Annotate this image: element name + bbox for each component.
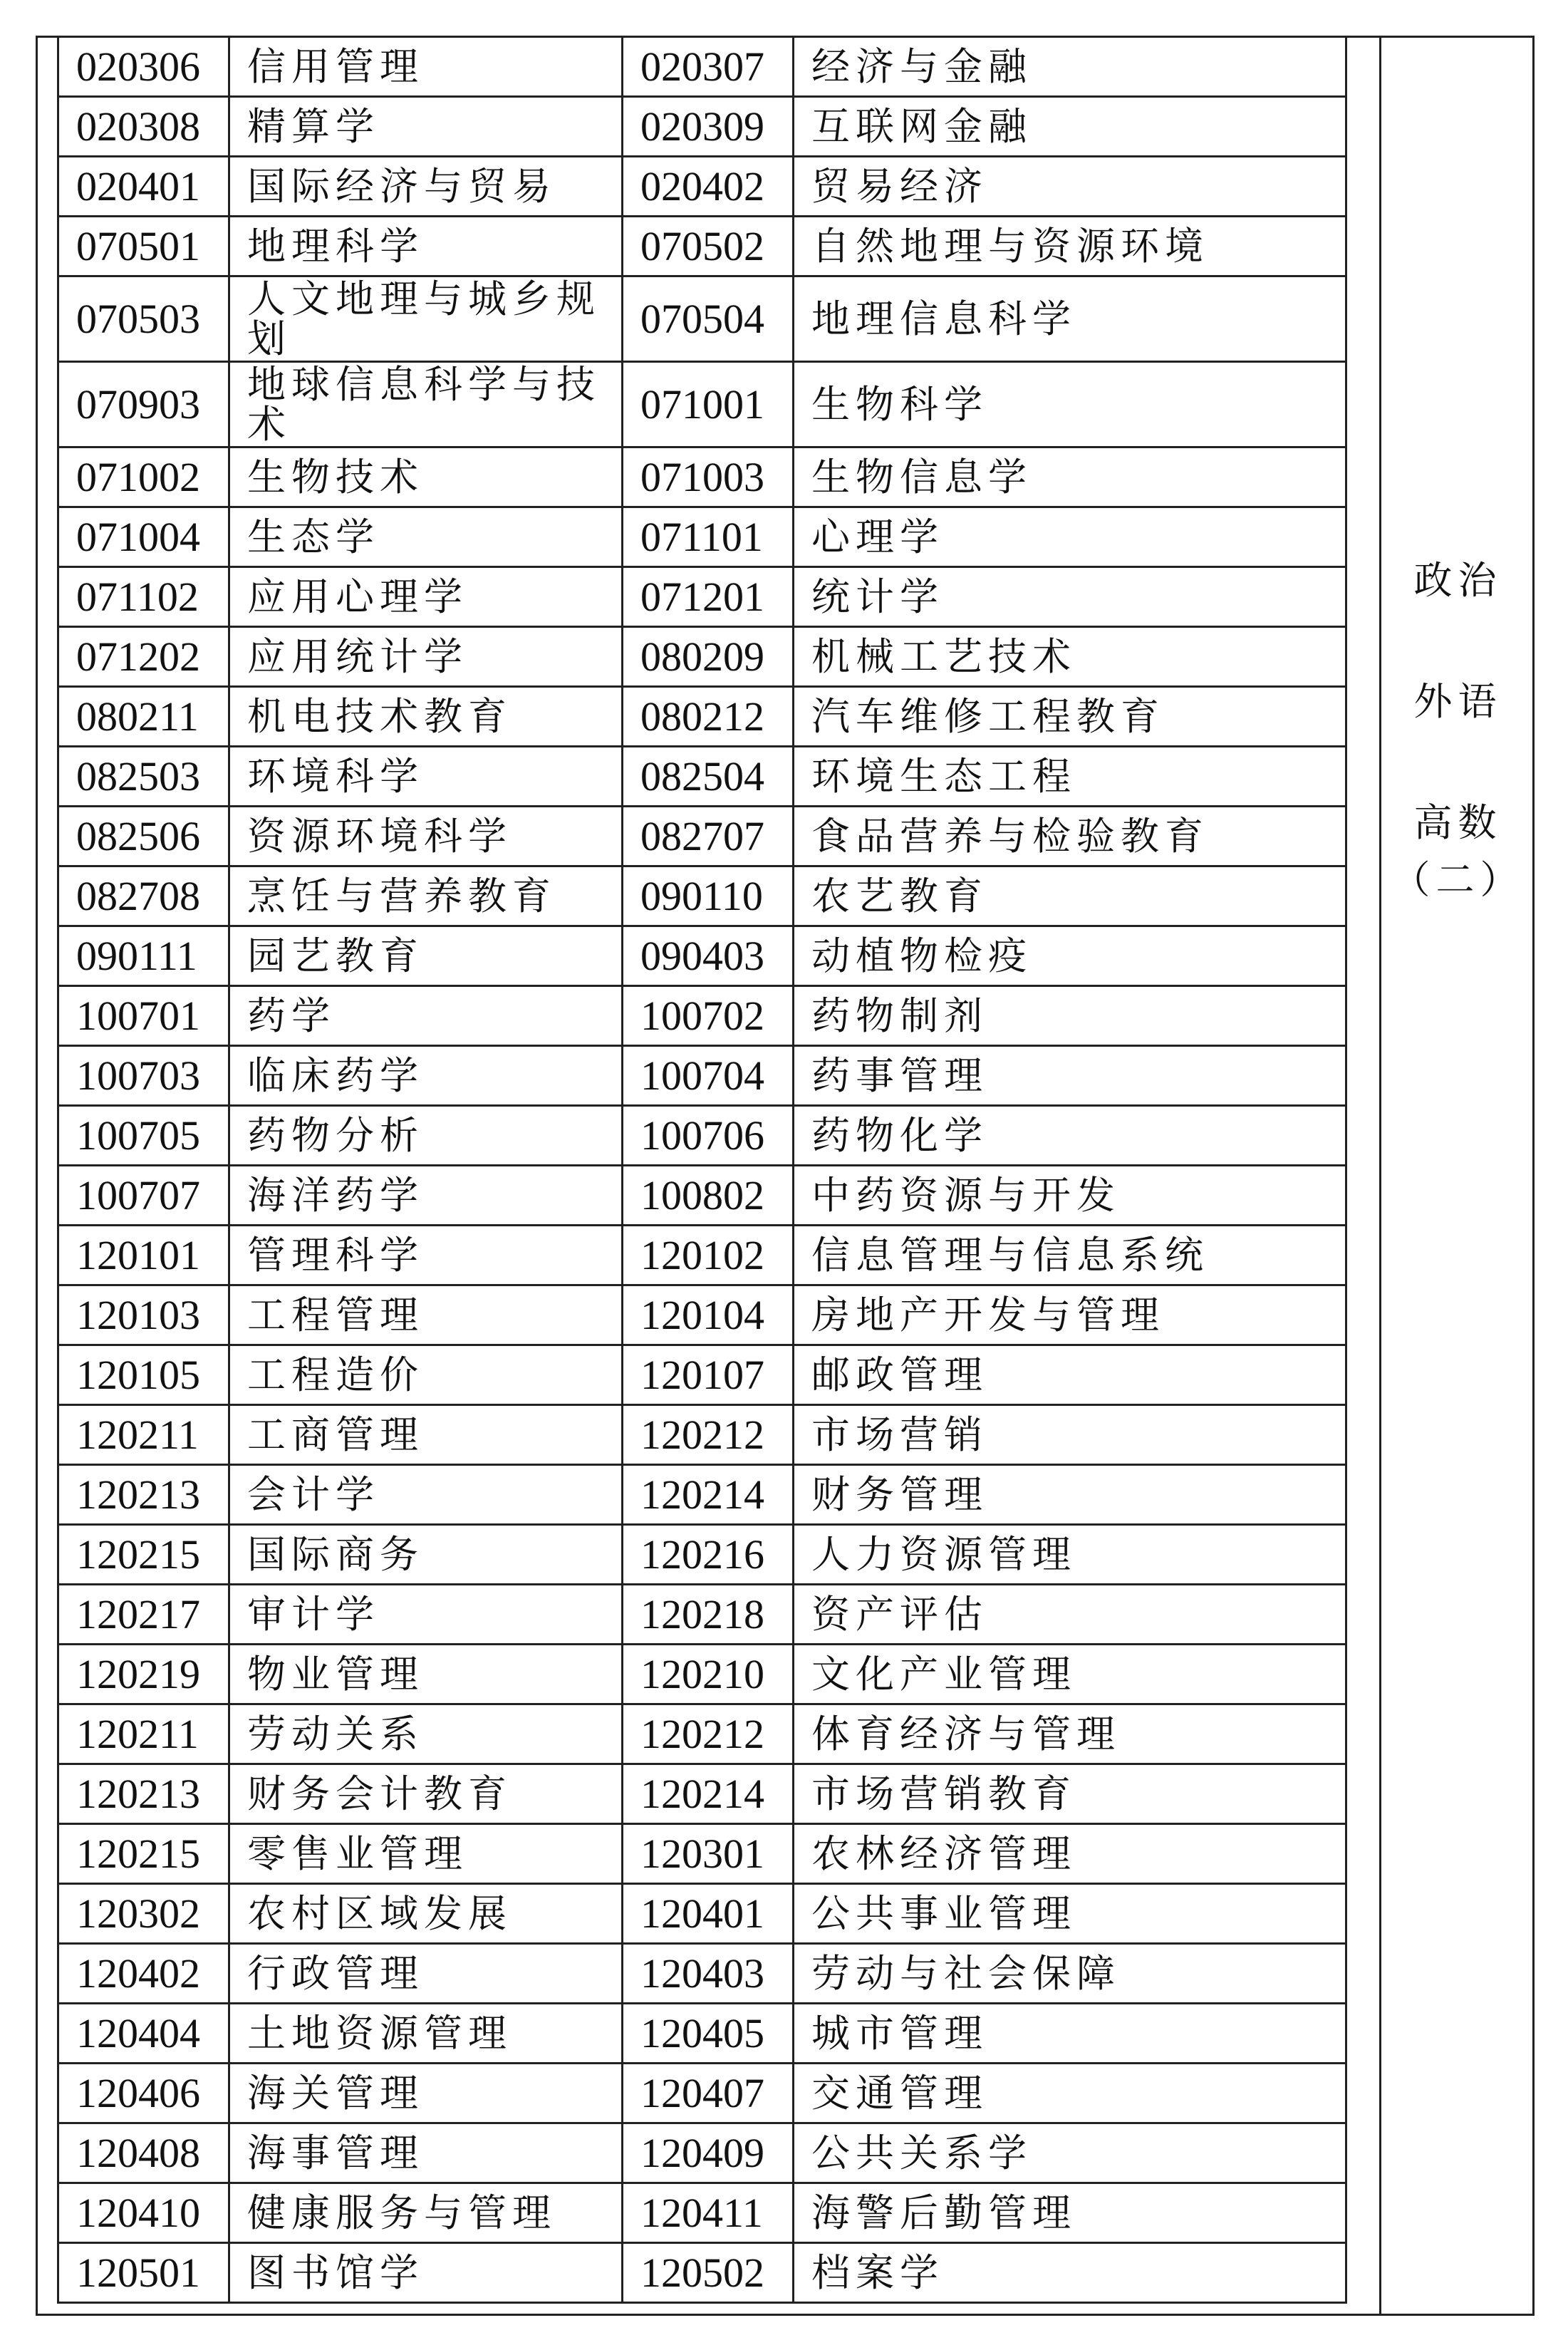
table-row [58, 1525, 1346, 1585]
table-row [58, 687, 1346, 747]
major-code: 080209 [623, 627, 794, 687]
subject-politics: 政治 [1413, 558, 1502, 603]
major-name: 贸易经济 [794, 157, 1346, 217]
major-code: 080211 [58, 687, 229, 747]
major-code: 090403 [623, 926, 794, 986]
major-name: 邮政管理 [794, 1345, 1346, 1405]
table-row [58, 1046, 1346, 1106]
major-name: 药事管理 [794, 1046, 1346, 1106]
major-code: 071101 [623, 507, 794, 567]
table-row [58, 217, 1346, 276]
major-name: 人文地理与城乡规划 [229, 276, 623, 362]
major-code: 120214 [623, 1764, 794, 1824]
major-code: 120411 [623, 2183, 794, 2243]
major-name: 信用管理 [229, 37, 623, 97]
major-name: 会计学 [229, 1465, 623, 1525]
major-code: 120105 [58, 1345, 229, 1405]
major-code: 120212 [623, 1405, 794, 1465]
major-name: 行政管理 [229, 1944, 623, 2004]
major-code: 100706 [623, 1106, 794, 1166]
major-name: 农村区域发展 [229, 1884, 623, 1944]
major-name: 园艺教育 [229, 926, 623, 986]
major-code: 120216 [623, 1525, 794, 1585]
major-code: 120213 [58, 1764, 229, 1824]
major-code: 071001 [623, 362, 794, 447]
major-code: 100707 [58, 1166, 229, 1226]
major-code: 120408 [58, 2123, 229, 2183]
major-name: 动植物检疫 [794, 926, 1346, 986]
major-code: 100702 [623, 986, 794, 1046]
major-code: 120213 [58, 1465, 229, 1525]
major-name: 海警后勤管理 [794, 2183, 1346, 2243]
major-code: 071003 [623, 447, 794, 507]
major-code: 120404 [58, 2004, 229, 2064]
table-row [58, 1884, 1346, 1944]
major-name: 地理科学 [229, 217, 623, 276]
major-name: 体育经济与管理 [794, 1704, 1346, 1764]
major-name: 资源环境科学 [229, 807, 623, 866]
major-code: 100705 [58, 1106, 229, 1166]
table-row [58, 1465, 1346, 1525]
major-table-body [58, 37, 1346, 2303]
major-code: 120301 [623, 1824, 794, 1884]
major-code: 120211 [58, 1405, 229, 1465]
major-code: 120214 [623, 1465, 794, 1525]
major-code: 070502 [623, 217, 794, 276]
major-code: 020306 [58, 37, 229, 97]
major-name: 海事管理 [229, 2123, 623, 2183]
table-row [58, 986, 1346, 1046]
table-row [58, 1106, 1346, 1166]
major-name: 劳动关系 [229, 1704, 623, 1764]
major-name: 城市管理 [794, 2004, 1346, 2064]
table-row [58, 866, 1346, 926]
major-name: 农艺教育 [794, 866, 1346, 926]
major-code: 070503 [58, 276, 229, 362]
major-code: 120212 [623, 1704, 794, 1764]
major-name: 经济与金融 [794, 37, 1346, 97]
major-code: 120502 [623, 2243, 794, 2303]
table-row [58, 1944, 1346, 2004]
table-row [58, 2183, 1346, 2243]
major-code: 120104 [623, 1285, 794, 1345]
table-row [58, 97, 1346, 157]
major-name: 统计学 [794, 567, 1346, 627]
major-code: 120409 [623, 2123, 794, 2183]
major-code: 082707 [623, 807, 794, 866]
major-name: 地球信息科学与技术 [229, 362, 623, 447]
major-code: 020307 [623, 37, 794, 97]
major-code: 120215 [58, 1525, 229, 1585]
exam-subjects-cell [1379, 36, 1535, 2316]
major-name: 管理科学 [229, 1226, 623, 1285]
major-name: 劳动与社会保障 [794, 1944, 1346, 2004]
major-code: 070903 [58, 362, 229, 447]
major-name: 心理学 [794, 507, 1346, 567]
major-name: 健康服务与管理 [229, 2183, 623, 2243]
major-code: 120405 [623, 2004, 794, 2064]
major-name: 人力资源管理 [794, 1525, 1346, 1585]
major-name: 机电技术教育 [229, 687, 623, 747]
major-name: 环境生态工程 [794, 747, 1346, 807]
major-code: 120302 [58, 1884, 229, 1944]
major-code: 100701 [58, 986, 229, 1046]
major-code: 120215 [58, 1824, 229, 1884]
major-name: 临床药学 [229, 1046, 623, 1106]
table-row [58, 567, 1346, 627]
major-code: 071202 [58, 627, 229, 687]
major-name: 应用心理学 [229, 567, 623, 627]
table-row [58, 1345, 1346, 1405]
major-code: 120402 [58, 1944, 229, 2004]
major-name: 国际经济与贸易 [229, 157, 623, 217]
table-row [58, 1285, 1346, 1345]
major-code: 120101 [58, 1226, 229, 1285]
major-code: 071002 [58, 447, 229, 507]
major-name: 应用统计学 [229, 627, 623, 687]
major-name: 土地资源管理 [229, 2004, 623, 2064]
major-name: 农林经济管理 [794, 1824, 1346, 1884]
table-row [58, 37, 1346, 97]
table-row [58, 2004, 1346, 2064]
major-code: 120102 [623, 1226, 794, 1285]
major-name: 房地产开发与管理 [794, 1285, 1346, 1345]
table-row [58, 157, 1346, 217]
subject-foreign-language: 外语 [1413, 679, 1502, 724]
major-name: 互联网金融 [794, 97, 1346, 157]
major-code: 070501 [58, 217, 229, 276]
major-code: 120501 [58, 2243, 229, 2303]
major-code: 100802 [623, 1166, 794, 1226]
major-name: 资产评估 [794, 1585, 1346, 1645]
major-name: 机械工艺技术 [794, 627, 1346, 687]
major-name: 生态学 [229, 507, 623, 567]
table-row [58, 1226, 1346, 1285]
table-row [58, 627, 1346, 687]
major-name: 药物分析 [229, 1106, 623, 1166]
major-name: 交通管理 [794, 2064, 1346, 2123]
major-name: 中药资源与开发 [794, 1166, 1346, 1226]
major-name: 市场营销 [794, 1405, 1346, 1465]
major-code: 090111 [58, 926, 229, 986]
major-code: 120410 [58, 2183, 229, 2243]
major-name: 国际商务 [229, 1525, 623, 1585]
major-code: 071201 [623, 567, 794, 627]
table-row [58, 1645, 1346, 1704]
major-code: 082503 [58, 747, 229, 807]
table-row [58, 362, 1346, 447]
table-row [58, 2064, 1346, 2123]
major-code: 120217 [58, 1585, 229, 1645]
major-name: 药学 [229, 986, 623, 1046]
table-row [58, 507, 1346, 567]
major-code: 120218 [623, 1585, 794, 1645]
major-name: 海洋药学 [229, 1166, 623, 1226]
major-code: 082506 [58, 807, 229, 866]
table-row [58, 276, 1346, 362]
major-name: 财务管理 [794, 1465, 1346, 1525]
table-row [58, 1405, 1346, 1465]
major-name: 生物科学 [794, 362, 1346, 447]
major-code: 070504 [623, 276, 794, 362]
major-name: 汽车维修工程教育 [794, 687, 1346, 747]
major-code: 020402 [623, 157, 794, 217]
major-code: 071004 [58, 507, 229, 567]
major-code: 120407 [623, 2064, 794, 2123]
major-name: 档案学 [794, 2243, 1346, 2303]
major-name: 工程管理 [229, 1285, 623, 1345]
table-row [58, 2243, 1346, 2303]
major-code: 082504 [623, 747, 794, 807]
table-row [58, 747, 1346, 807]
subject-advanced-math-level: （二） [1391, 857, 1525, 902]
major-name: 审计学 [229, 1585, 623, 1645]
major-name: 文化产业管理 [794, 1645, 1346, 1704]
major-name: 物业管理 [229, 1645, 623, 1704]
major-table [57, 36, 1347, 2304]
major-code: 120103 [58, 1285, 229, 1345]
major-code: 120401 [623, 1884, 794, 1944]
table-row [58, 2123, 1346, 2183]
table-row [58, 1824, 1346, 1884]
major-name: 图书馆学 [229, 2243, 623, 2303]
major-code: 100703 [58, 1046, 229, 1106]
major-name: 药物化学 [794, 1106, 1346, 1166]
major-name: 公共关系学 [794, 2123, 1346, 2183]
major-name: 公共事业管理 [794, 1884, 1346, 1944]
major-code: 071102 [58, 567, 229, 627]
major-name: 工程造价 [229, 1345, 623, 1405]
table-row [58, 447, 1346, 507]
major-name: 药物制剂 [794, 986, 1346, 1046]
major-code: 020309 [623, 97, 794, 157]
table-row [58, 1166, 1346, 1226]
major-name: 烹饪与营养教育 [229, 866, 623, 926]
major-name: 生物技术 [229, 447, 623, 507]
table-row [58, 1764, 1346, 1824]
major-code: 120406 [58, 2064, 229, 2123]
table-row [58, 807, 1346, 866]
major-name: 自然地理与资源环境 [794, 217, 1346, 276]
major-code: 120403 [623, 1944, 794, 2004]
table-row [58, 1585, 1346, 1645]
major-code: 120107 [623, 1345, 794, 1405]
major-code: 120210 [623, 1645, 794, 1704]
major-name: 生物信息学 [794, 447, 1346, 507]
major-code: 020308 [58, 97, 229, 157]
major-code: 020401 [58, 157, 229, 217]
subject-advanced-math: 高数 [1413, 800, 1502, 845]
major-code: 120211 [58, 1704, 229, 1764]
major-code: 082708 [58, 866, 229, 926]
major-code: 090110 [623, 866, 794, 926]
major-name: 零售业管理 [229, 1824, 623, 1884]
major-code: 100704 [623, 1046, 794, 1106]
major-name: 海关管理 [229, 2064, 623, 2123]
major-name: 市场营销教育 [794, 1764, 1346, 1824]
major-name: 工商管理 [229, 1405, 623, 1465]
table-row [58, 926, 1346, 986]
major-name: 精算学 [229, 97, 623, 157]
major-name: 信息管理与信息系统 [794, 1226, 1346, 1285]
table-row [58, 1704, 1346, 1764]
major-code: 080212 [623, 687, 794, 747]
major-name: 地理信息科学 [794, 276, 1346, 362]
major-name: 环境科学 [229, 747, 623, 807]
major-code: 120219 [58, 1645, 229, 1704]
major-name: 食品营养与检验教育 [794, 807, 1346, 866]
major-name: 财务会计教育 [229, 1764, 623, 1824]
